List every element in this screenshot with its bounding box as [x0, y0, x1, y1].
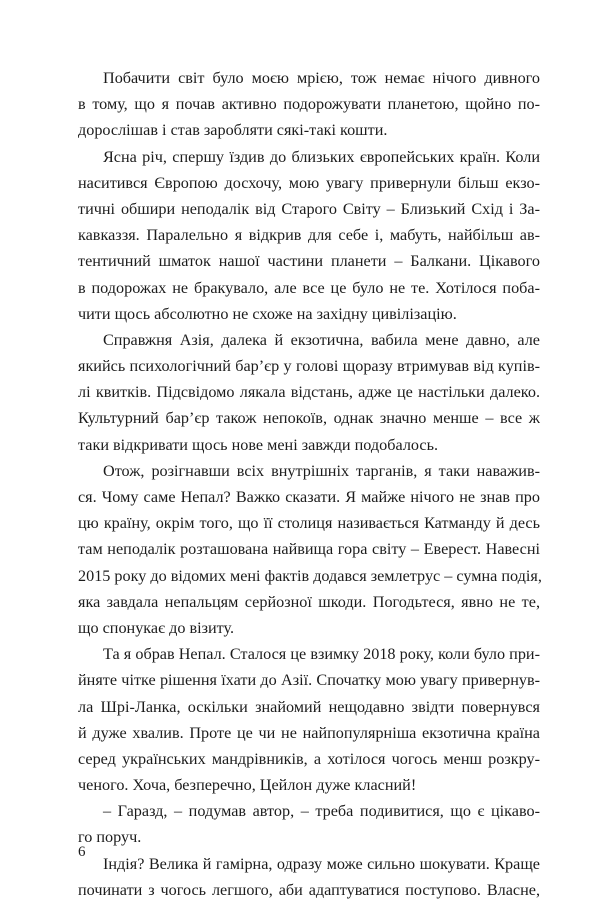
- text-line: Ясна річ, спершу їздив до близьких європейських країн. Коли: [103, 147, 540, 166]
- text-line: яка завдала непальцям серйозної шкоди. Погодьтеся, явно не те,: [78, 592, 540, 611]
- text-line: й дуже хвалив. Проте це чи не найпопулярніша екзотична країна: [78, 723, 540, 742]
- text-line: таки відкривати щось нове мені завжди подобалось.: [78, 435, 439, 454]
- text-line: ченого. Хоча, безперечно, Цейлон дуже класний!: [78, 776, 417, 795]
- text-line: якийсь психологічний бар’єр у голові щоразу втримував від купів-: [78, 357, 540, 376]
- text-line: там неподалік розташована найвища гора світу – Еверест. Навесні: [78, 540, 540, 559]
- text-line: ся. Чому саме Непал? Важко сказати. Я майже нічого не знав про: [78, 488, 540, 506]
- text-line: в подорожах не бракувало, але все це було не те. Хотілося поба-: [78, 278, 540, 297]
- text-line: Побачити світ було моєю мрією, тож немає нічого дивного: [103, 69, 540, 87]
- text-line: наситився Європою досхочу, мою увагу привернули більш екзо-: [78, 173, 540, 192]
- text-line: серед українських мандрівників, а хотілося чогось менш розкру-: [78, 749, 540, 768]
- text-line: що спонукає до візиту.: [78, 618, 235, 637]
- text-line: Індія? Велика й гамірна, одразу може сильно шокувати. Краще: [103, 854, 540, 873]
- text-line: Та я обрав Непал. Сталося це взимку 2018 року, коли було при-: [103, 645, 540, 664]
- body-text: [78, 65, 540, 903]
- text-line: Отож, розігнавши всіх внутрішніх тарганів, я таки наважив-: [103, 461, 540, 480]
- text-line: ла Шрі-Ланка, оскільки знайомий нещодавно звідти повернувся: [78, 697, 540, 716]
- text-line: тичні обшири неподалік від Старого Світу – Близький Схід і За-: [78, 199, 540, 218]
- text-line: лі квитків. Підсвідомо лякала відстань, адже це настільки далеко.: [78, 383, 540, 402]
- text-line: чити щось абсолютно не схоже на західну цивілізацію.: [78, 304, 457, 323]
- text-line: – Гаразд, – подумав автор, – треба подивитися, що є цікаво-: [103, 802, 540, 821]
- text-line: Культурний бар’єр також непокоїв, однак значно менше – все ж: [78, 409, 540, 428]
- text-line: починати з чогось легшого, аби адаптуватися поступово. Власне,: [78, 880, 540, 899]
- text-line: Справжня Азія, далека й екзотична, вабила мене давно, але: [103, 330, 540, 349]
- text-line: йняте чітке рішення їхати до Азії. Спочатку мою увагу привернув-: [78, 671, 540, 690]
- text-line: тентичний шматок нашої частини планети – Балкани. Цікавого: [78, 252, 540, 271]
- text-line: 2015 року до відомих мені фактів додався землетрус – сумна подія,: [78, 566, 542, 585]
- text-line: кавказзя. Паралельно я відкрив для себе і, мабуть, найбільш ав-: [78, 226, 540, 245]
- text-line: в тому, що я почав активно подорожувати планетою, щойно по-: [78, 95, 540, 114]
- page-number: 6: [78, 844, 86, 860]
- text-line: дорослішав і став заробляти сякі-такі кошти.: [78, 121, 388, 140]
- text-line: го поруч.: [78, 828, 142, 847]
- text-line: цю країну, окрім того, що її столиця називається Катманду й десь: [78, 514, 540, 533]
